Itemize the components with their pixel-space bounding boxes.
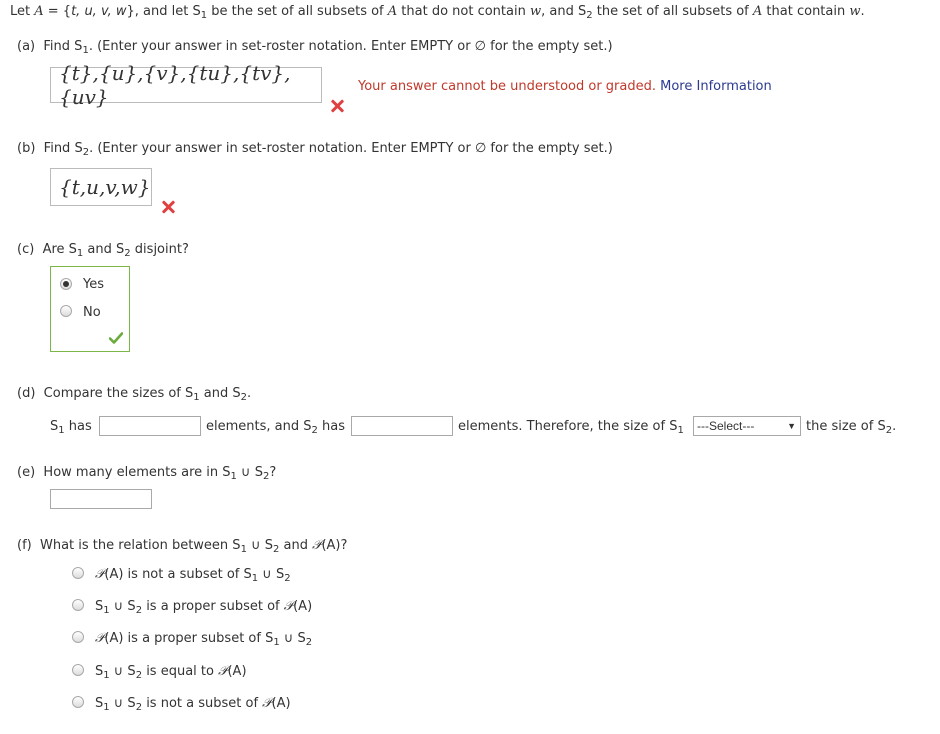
subscript: 2 xyxy=(284,573,291,584)
part-f-prompt xyxy=(17,538,347,553)
option-text: is not a subset of xyxy=(123,567,244,582)
s2-symbol: S xyxy=(275,567,285,582)
subscript: 1 xyxy=(677,425,684,436)
subscript: 2 xyxy=(135,702,143,713)
subscript: 1 xyxy=(103,670,110,681)
intro-text: the set of all subsets of xyxy=(592,4,753,19)
subscript: 1 xyxy=(103,702,110,713)
prompt-text: the size of xyxy=(806,419,878,434)
prompt-text: elements. Therefore, the size of xyxy=(458,419,670,434)
power-set-arg: (A) xyxy=(293,599,313,614)
subscript: 2 xyxy=(272,544,280,555)
power-set-symbol: 𝒫 xyxy=(312,538,322,553)
problem-statement xyxy=(10,4,865,19)
intro-text: }, and let xyxy=(126,4,193,19)
prompt-text: ? xyxy=(269,465,277,480)
s2-symbol: S xyxy=(127,696,136,711)
s1-symbol: S xyxy=(669,419,678,434)
subscript: 1 xyxy=(58,425,65,436)
subscript: 2 xyxy=(135,670,143,681)
radio-option-5[interactable] xyxy=(72,696,84,708)
intro-text: be the set of all subsets of xyxy=(207,4,388,19)
prompt-text: Find xyxy=(43,39,75,54)
prompt-text: and xyxy=(199,386,233,401)
set-elements: t, u, v, w xyxy=(71,4,127,19)
s1-symbol: S xyxy=(265,631,274,646)
option-text: is a proper subset of xyxy=(142,599,284,614)
intro-text: Let xyxy=(10,4,35,19)
s1-symbol: S xyxy=(95,664,104,679)
s2-symbol: S xyxy=(116,242,125,257)
s2-symbol: S xyxy=(877,419,886,434)
prompt-text: elements, and xyxy=(206,419,304,434)
radio-option-2[interactable] xyxy=(72,599,84,611)
w-symbol: w xyxy=(529,4,542,19)
power-set-arg: (A) xyxy=(104,631,124,646)
union-symbol: ∪ xyxy=(258,567,276,582)
set-a-symbol: A xyxy=(387,4,398,19)
prompt-text: . (Enter your answer in set-roster notation. Enter EMPTY or ∅ for the empty set.) xyxy=(89,141,613,156)
power-set-arg: (A) xyxy=(227,664,247,679)
subscript: 1 xyxy=(76,248,84,259)
prompt-text: Find xyxy=(43,141,75,156)
subscript: 2 xyxy=(262,471,270,482)
prompt-text: has xyxy=(64,419,92,434)
power-set-arg: (A) xyxy=(271,696,291,711)
s1-symbol: S xyxy=(185,386,194,401)
radio-option-1[interactable] xyxy=(72,567,84,579)
option-text: is equal to xyxy=(142,664,219,679)
s2-has-label xyxy=(206,419,345,434)
radio-option-5-label xyxy=(95,696,291,711)
s2-symbol: S xyxy=(577,4,587,19)
s1-symbol: S xyxy=(50,419,59,434)
union-symbol: ∪ xyxy=(246,538,265,553)
s1-size-input[interactable] xyxy=(99,416,201,436)
radio-option-4-label xyxy=(95,664,247,679)
union-symbol: ∪ xyxy=(109,599,128,614)
part-label: (d) xyxy=(17,386,36,401)
prompt-text: disjoint? xyxy=(130,242,189,257)
part-label: (e) xyxy=(17,465,36,480)
s1-symbol: S xyxy=(68,242,77,257)
s1-symbol: S xyxy=(95,599,104,614)
prompt-text: Compare the sizes of xyxy=(43,386,186,401)
radio-option-4[interactable] xyxy=(72,664,84,676)
power-set-symbol: 𝒫 xyxy=(218,664,228,679)
correct-checkmark-icon xyxy=(109,332,123,344)
union-symbol: ∪ xyxy=(109,696,128,711)
radio-yes[interactable] xyxy=(60,278,72,290)
s2-symbol: S xyxy=(303,419,312,434)
s2-symbol: S xyxy=(297,631,306,646)
power-set-arg: (A) xyxy=(104,567,124,582)
s2-symbol: S xyxy=(264,538,273,553)
subscript: 2 xyxy=(305,637,313,648)
prompt-text: and xyxy=(83,242,117,257)
s1-has-label xyxy=(50,419,92,434)
s2-symbol: S xyxy=(127,599,136,614)
s1-symbol: S xyxy=(243,567,252,582)
size-of-s2-label xyxy=(806,419,896,434)
power-set-arg: (A) xyxy=(321,538,341,553)
radio-no-label: No xyxy=(83,305,101,320)
s2-size-input[interactable] xyxy=(351,416,453,436)
subscript: 1 xyxy=(82,45,89,56)
subscript: 2 xyxy=(311,425,318,436)
power-set-symbol: 𝒫 xyxy=(283,599,294,614)
part-e-prompt xyxy=(17,465,276,480)
option-text: is not a subset of xyxy=(142,696,263,711)
s2-symbol: S xyxy=(232,386,241,401)
subscript: 1 xyxy=(240,544,247,555)
error-message: Your answer cannot be understood or graded. xyxy=(358,79,656,94)
subscript: 2 xyxy=(240,392,248,403)
power-set-symbol: 𝒫 xyxy=(262,696,272,711)
subscript: 1 xyxy=(230,471,237,482)
prompt-text: . xyxy=(892,419,897,434)
subscript: 2 xyxy=(82,147,90,158)
prompt-text: Are xyxy=(42,242,69,257)
part-label: (f) xyxy=(17,538,32,553)
radio-option-1-label xyxy=(95,567,291,582)
subscript: 2 xyxy=(586,10,593,21)
part-label: (c) xyxy=(17,242,35,257)
intro-text: = { xyxy=(43,4,72,19)
select-value: ---Select--- xyxy=(697,419,755,433)
intro-text: that do not contain xyxy=(397,4,530,19)
union-size-input[interactable] xyxy=(50,489,152,509)
union-symbol: ∪ xyxy=(279,631,298,646)
part-a-feedback xyxy=(358,79,772,94)
radio-option-2-label xyxy=(95,599,312,614)
subscript: 2 xyxy=(885,425,893,436)
dropdown-arrow-icon: ▼ xyxy=(787,421,796,431)
option-text: is a proper subset of xyxy=(123,631,266,646)
size-comparison-select[interactable] xyxy=(693,416,801,436)
s1-symbol: S xyxy=(74,39,83,54)
prompt-text: ? xyxy=(340,538,348,553)
s1-symbol: S xyxy=(95,696,104,711)
s2-symbol: S xyxy=(74,141,83,156)
union-symbol: ∪ xyxy=(236,465,255,480)
prompt-text: has xyxy=(317,419,345,434)
part-a-answer-field[interactable]: {t},{u},{v},{tu},{tv},{uv} xyxy=(50,67,322,103)
part-b-answer-field[interactable]: {t,u,v,w} xyxy=(50,168,152,206)
incorrect-x-icon xyxy=(161,200,175,214)
s2-symbol: S xyxy=(127,664,136,679)
subscript: 1 xyxy=(251,573,259,584)
part-a-prompt xyxy=(17,39,613,54)
subscript: 1 xyxy=(193,392,200,403)
part-c-prompt xyxy=(17,242,189,257)
prompt-text: . (Enter your answer in set-roster notation. Enter EMPTY or ∅ for the empty set.) xyxy=(88,39,613,54)
radio-option-3-label xyxy=(95,631,312,646)
intro-text: , and xyxy=(541,4,578,19)
union-symbol: ∪ xyxy=(109,664,128,679)
prompt-text: What is the relation between xyxy=(40,538,233,553)
s1-symbol: S xyxy=(222,465,231,480)
incorrect-x-icon xyxy=(330,99,344,113)
s2-symbol: S xyxy=(254,465,263,480)
power-set-symbol: 𝒫 xyxy=(95,631,105,646)
prompt-text: How many elements are in xyxy=(43,465,223,480)
radio-yes-label: Yes xyxy=(83,277,104,292)
set-a-symbol: A xyxy=(752,4,763,19)
subscript: 1 xyxy=(103,605,110,616)
power-set-symbol: 𝒫 xyxy=(95,567,105,582)
part-label: (a) xyxy=(17,39,36,54)
radio-option-3[interactable] xyxy=(72,631,84,643)
part-label: (b) xyxy=(17,141,36,156)
part-b-prompt xyxy=(17,141,613,156)
s1-symbol: S xyxy=(232,538,241,553)
subscript: 1 xyxy=(273,637,280,648)
intro-text: . xyxy=(860,4,865,19)
more-information-link[interactable]: More Information xyxy=(660,79,772,94)
subscript: 2 xyxy=(135,605,143,616)
w-symbol: w xyxy=(849,4,861,19)
subscript: 1 xyxy=(200,10,208,21)
subscript: 2 xyxy=(124,248,131,259)
s1-symbol: S xyxy=(192,4,201,19)
radio-no[interactable] xyxy=(60,305,72,317)
prompt-text: and xyxy=(279,538,313,553)
part-d-prompt xyxy=(17,386,251,401)
therefore-label xyxy=(458,419,684,434)
prompt-text: . xyxy=(247,386,252,401)
intro-text: that contain xyxy=(762,4,850,19)
set-a-symbol: A xyxy=(34,4,44,19)
